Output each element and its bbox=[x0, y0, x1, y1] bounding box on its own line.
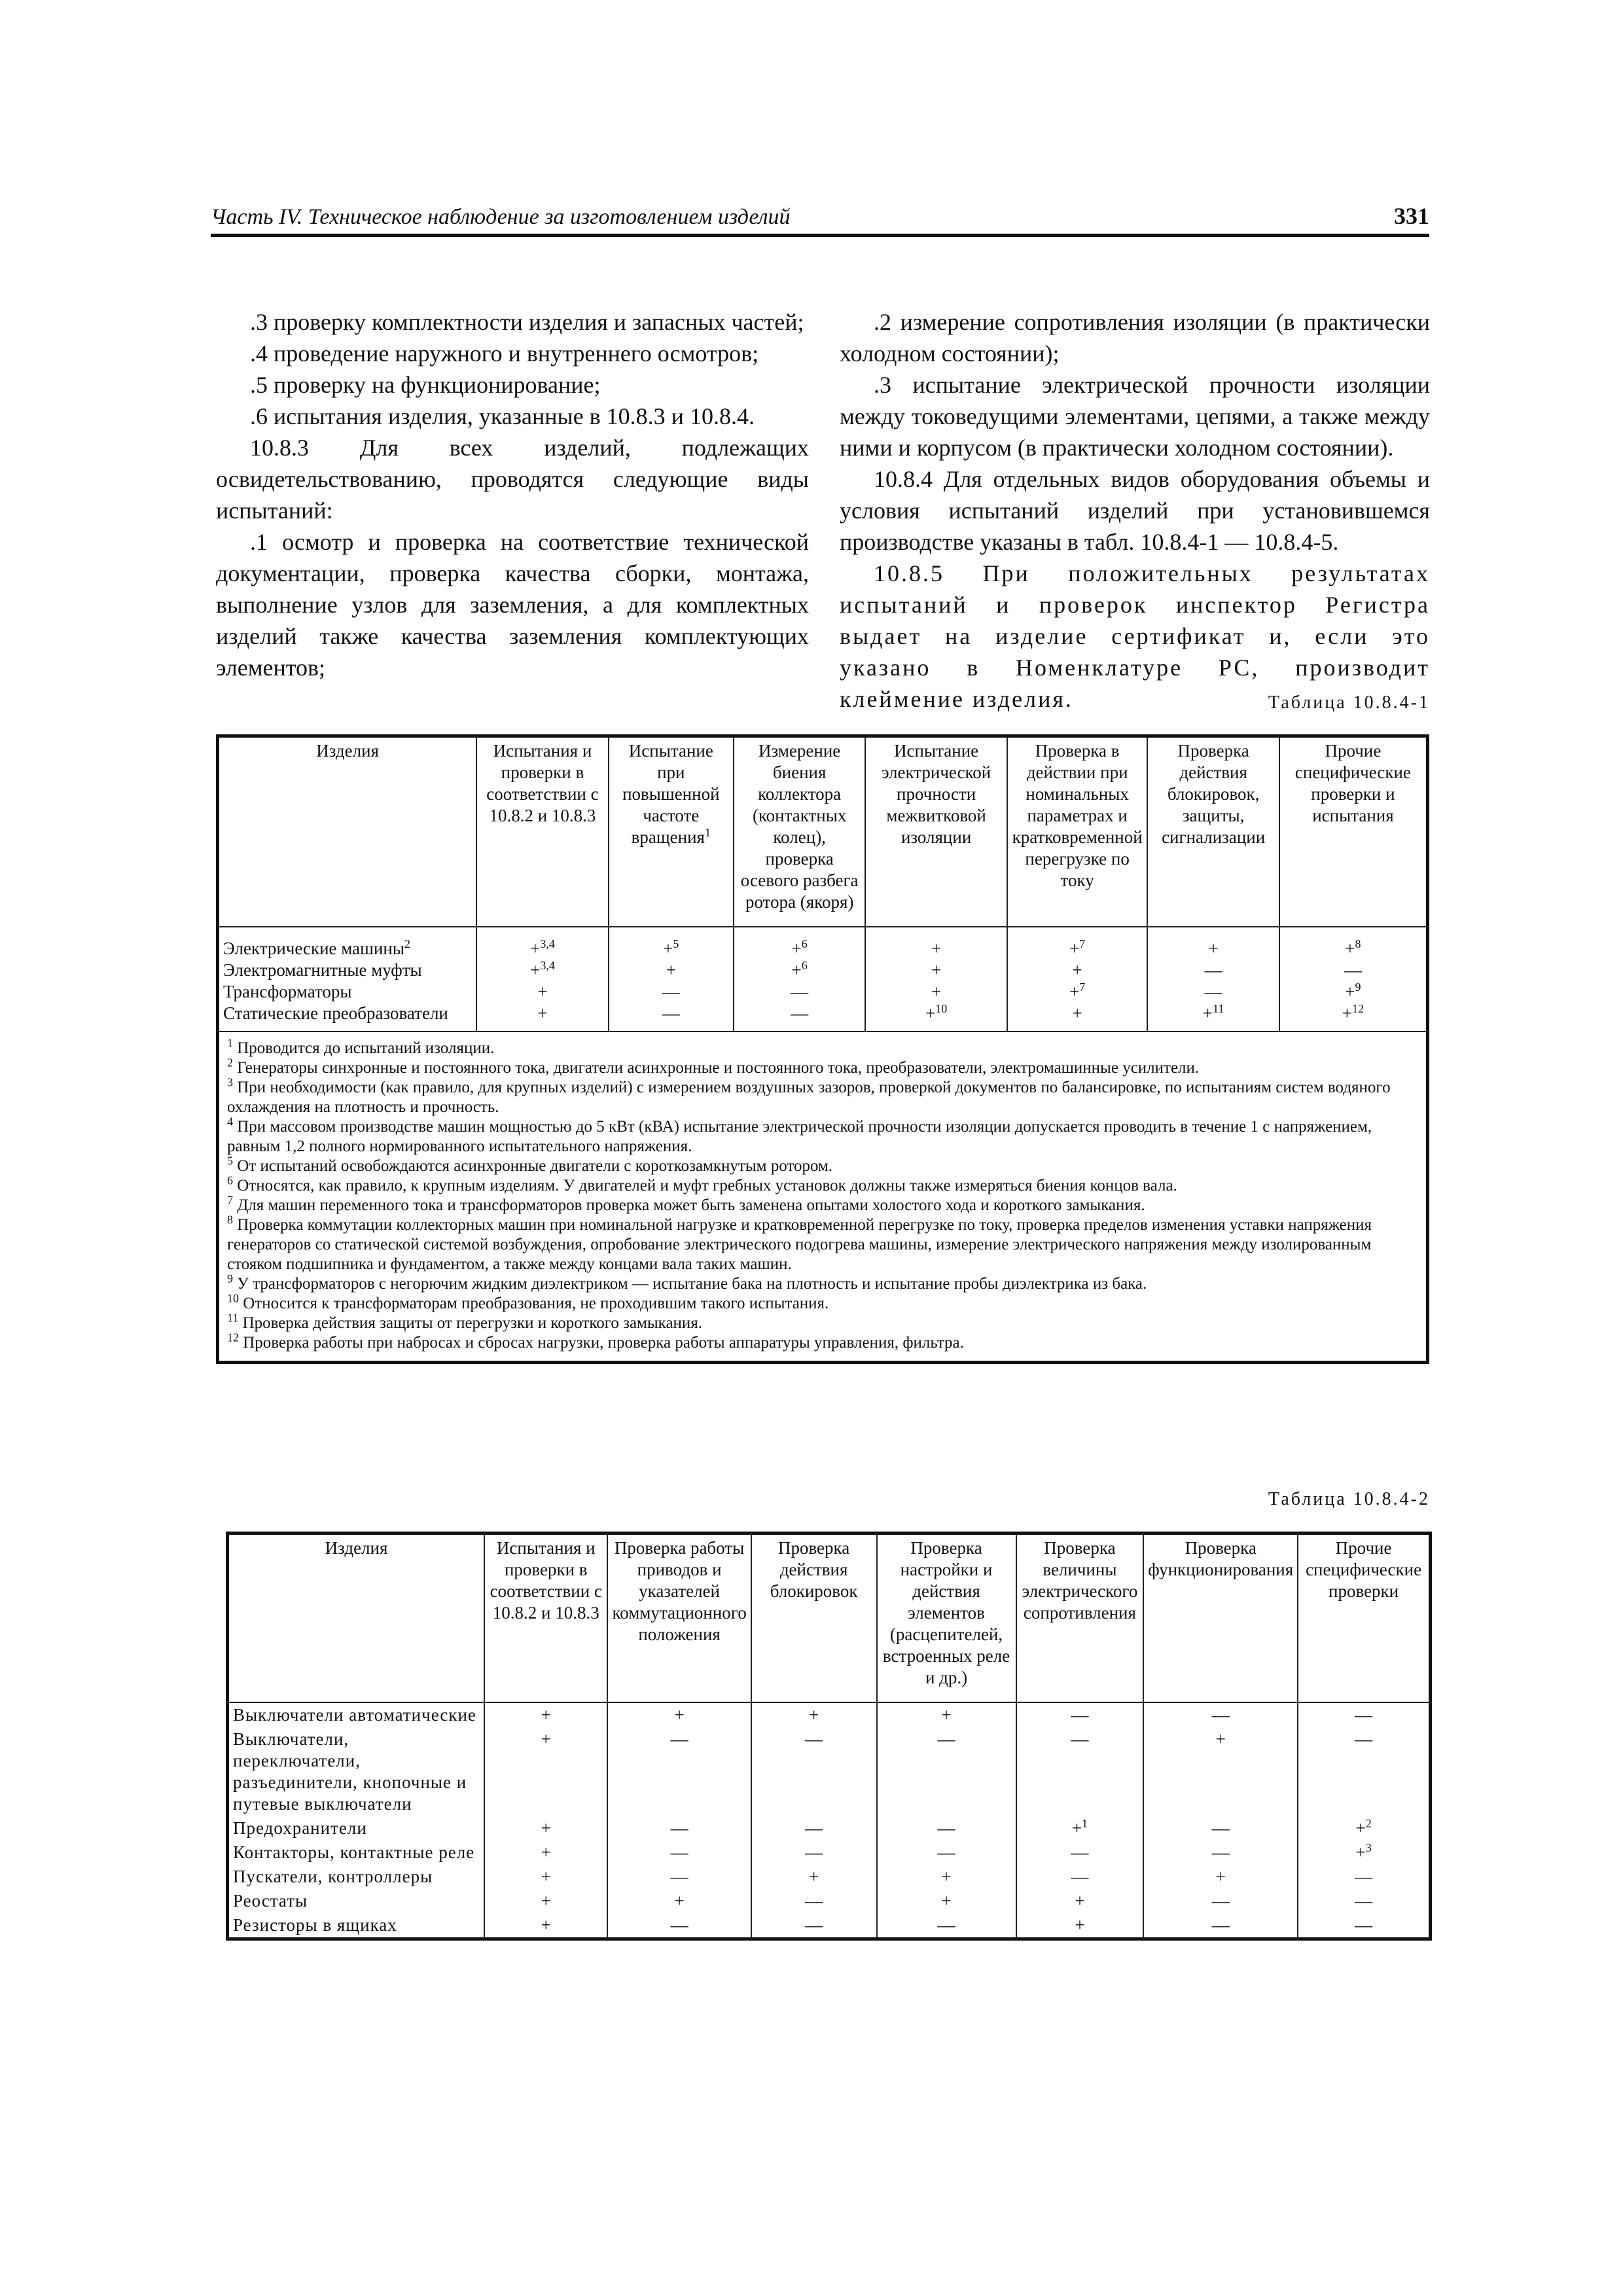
paragraph: .2 измерение сопротивления изоляции (в практически холодном состоянии); bbox=[840, 309, 1430, 367]
table-cell: + bbox=[607, 1702, 751, 1727]
table-cell: + bbox=[877, 1702, 1016, 1727]
table-cell: — bbox=[1143, 1702, 1298, 1727]
row-name: Контакторы, контактные реле bbox=[228, 1840, 485, 1865]
table-cell: + bbox=[484, 1840, 607, 1865]
table-cell: — bbox=[751, 1889, 877, 1913]
table-cell: — bbox=[1016, 1727, 1144, 1816]
row-name: Трансформаторы bbox=[218, 981, 477, 1003]
table-cell: + bbox=[476, 1003, 608, 1031]
table-cell: +$^{10}$ bbox=[865, 1003, 1007, 1031]
table-cell: — bbox=[1298, 1889, 1430, 1913]
table-cell: +$^9$ bbox=[1279, 981, 1428, 1003]
table-cell: — bbox=[1143, 1840, 1298, 1865]
table-cell: — bbox=[1279, 960, 1428, 981]
table-cell: +$^6$ bbox=[734, 960, 865, 981]
row-name: Электромагнитные муфты bbox=[218, 960, 477, 981]
column-header: Проверка величины электрического сопротивления bbox=[1016, 1534, 1144, 1703]
table-cell: — bbox=[1143, 1913, 1298, 1939]
footnote: $^{11}$ Проверка действия защиты от перегрузки и короткого замыкания. bbox=[227, 1311, 703, 1332]
table-cell: — bbox=[751, 1816, 877, 1840]
column-header: Изделия bbox=[218, 736, 477, 927]
footnote: $^4$ При массовом производстве машин мощностью до 5 кВт (кВА) испытание электрической прочности изоляции допускается проводить в течение 1 с напряжением, равным 1,2 полного нормированного испытательного напряжения. bbox=[227, 1115, 1372, 1155]
table-cell: + bbox=[484, 1865, 607, 1889]
table-cell: + bbox=[1143, 1865, 1298, 1889]
table-cell: + bbox=[476, 981, 608, 1003]
table-cell: — bbox=[607, 1840, 751, 1865]
table-cell: — bbox=[1298, 1913, 1430, 1939]
table-cell: + bbox=[877, 1889, 1016, 1913]
row-name: Статические преобразователи bbox=[218, 1003, 477, 1031]
column-header: Испытание электрической прочности межвитковой изоляции bbox=[865, 736, 1007, 927]
table-cell: + bbox=[1143, 1727, 1298, 1816]
footnote: $^6$ Относятся, как правило, к крупным изделиям. У двигателей и муфт гребных установок должны также измеряться биения концов вала. bbox=[227, 1174, 1177, 1194]
table-cell: — bbox=[877, 1816, 1016, 1840]
table-cell: — bbox=[877, 1840, 1016, 1865]
table-caption: Таблица 10.8.4-2 bbox=[1268, 1489, 1430, 1509]
table-cell: + bbox=[865, 981, 1007, 1003]
left-column bbox=[216, 306, 809, 683]
table-cell: + bbox=[751, 1865, 877, 1889]
table-cell: +$^8$ bbox=[1279, 927, 1428, 960]
table-cell: — bbox=[607, 1727, 751, 1816]
table-cell: +$^{12}$ bbox=[1279, 1003, 1428, 1031]
column-header: Изделия bbox=[228, 1534, 485, 1703]
footnote: $^{10}$ Относится к трансформаторам преобразования, не проходившим такого испытания. bbox=[227, 1291, 829, 1312]
row-name: Реостаты bbox=[228, 1889, 485, 1913]
footnote: $^8$ Проверка коммутации коллекторных машин при номинальной нагрузке и кратковременной перегрузке по току, проверка пределов изменения уставки напряжения генераторов со статической системой возбуждения, опробование электрического подогрева машины, измерение электрического напряжения между изолированным стояком подшипника и фундаментом, а также между концами вала таких машин. bbox=[227, 1213, 1372, 1273]
table-cell: +$^3$ bbox=[1298, 1840, 1430, 1865]
footnote: $^7$ Для машин переменного тока и трансформаторов проверка может быть заменена опытами холостого хода и короткого замыкания. bbox=[227, 1193, 1145, 1214]
column-header: Испытание при повышенной частоте вращения$^1$ bbox=[609, 736, 734, 927]
row-name: Выключатели автоматические bbox=[228, 1702, 485, 1727]
table-cell: — bbox=[1298, 1727, 1430, 1816]
table-10-8-4-2 bbox=[226, 1532, 1432, 1941]
table-cell: + bbox=[877, 1865, 1016, 1889]
table-cell: + bbox=[1007, 960, 1148, 981]
table-cell: — bbox=[751, 1727, 877, 1816]
table-cell: — bbox=[1298, 1865, 1430, 1889]
paragraph: 10.8.4 Для отдельных видов оборудования объемы и условия испытаний изделий при установившемся производстве указаны в табл. 10.8.4-1 — 10.8.4-5. bbox=[840, 466, 1430, 555]
table-row bbox=[228, 1816, 1431, 1840]
table-cell: +$^7$ bbox=[1007, 981, 1148, 1003]
table-cell: +$^{3,4}$ bbox=[476, 927, 608, 960]
column-header: Проверка действия блокировок bbox=[751, 1534, 877, 1703]
footnote: $^5$ От испытаний освобождаются асинхронные двигатели с короткозамкнутым ротором. bbox=[227, 1154, 833, 1175]
table-cell: — bbox=[607, 1865, 751, 1889]
table-cell: +$^{11}$ bbox=[1147, 1003, 1279, 1031]
column-header: Проверка действия блокировок, защиты, сигнализации bbox=[1147, 736, 1279, 927]
footnote: $^3$ При необходимости (как правило, для крупных изделий) с измерением воздушных зазоров, проверкой документов по балансировке, по испытаниям систем водяного охлаждения на плотность и прочность. bbox=[227, 1075, 1391, 1116]
column-header: Испытания и проверки в соответствии с 10.8.2 и 10.8.3 bbox=[484, 1534, 607, 1703]
header-title: Часть IV. Техническое наблюдение за изготовлением изделий bbox=[211, 205, 791, 229]
table-cell: +$^5$ bbox=[609, 927, 734, 960]
table-cell: — bbox=[1016, 1865, 1144, 1889]
table-cell: — bbox=[751, 1913, 877, 1939]
table-cell: — bbox=[1143, 1816, 1298, 1840]
row-name: Резисторы в ящиках bbox=[228, 1913, 485, 1939]
table-cell: +$^7$ bbox=[1007, 927, 1148, 960]
table-row bbox=[228, 1702, 1431, 1727]
paragraph: .6 испытания изделия, указанные в 10.8.3 и 10.8.4. bbox=[250, 403, 755, 429]
table-row bbox=[218, 981, 1428, 1003]
footnote: $^9$ У трансформаторов с негорючим жидким диэлектриком — испытание бака на плотность и испытание пробы диэлектрика из бака. bbox=[227, 1272, 1147, 1293]
table-cell: +$^2$ bbox=[1298, 1816, 1430, 1840]
table-header-row bbox=[218, 736, 1428, 927]
table-row bbox=[228, 1889, 1431, 1913]
table-cell: + bbox=[609, 960, 734, 981]
paragraph: 10.8.5 При положительных результатах испытаний и проверок инспектор Регистра выдает на изделие сертификат и, если это указано в Номенклатуре РС, производит клеймение изделия. bbox=[840, 560, 1430, 712]
footnote: $^1$ Проводится до испытаний изоляции. bbox=[227, 1036, 495, 1057]
paragraph: .3 проверку комплектности изделия и запасных частей; bbox=[250, 309, 804, 335]
table-row bbox=[218, 960, 1428, 981]
paragraph: .5 проверку на функционирование; bbox=[250, 372, 601, 398]
table-cell: — bbox=[877, 1913, 1016, 1939]
table-cell: — bbox=[609, 1003, 734, 1031]
table-cell: + bbox=[1007, 1003, 1148, 1031]
column-header: Измерение биения коллектора (контактных колец), проверка осевого разбега ротора (якоря) bbox=[734, 736, 865, 927]
table-cell: +$^{3,4}$ bbox=[476, 960, 608, 981]
column-header: Прочие специфические проверки и испытания bbox=[1279, 736, 1428, 927]
column-header: Проверка функционирования bbox=[1143, 1534, 1298, 1703]
column-header: Прочие специфические проверки bbox=[1298, 1534, 1430, 1703]
paragraph: 10.8.3 Для всех изделий, подлежащих освидетельствованию, проводятся следующие виды испытаний: bbox=[216, 435, 809, 524]
paragraph: .4 проведение наружного и внутреннего осмотров; bbox=[250, 340, 759, 367]
table-cell: — bbox=[734, 981, 865, 1003]
footnote: $^2$ Генераторы синхронные и постоянного тока, двигатели асинхронные и постоянного тока, преобразователи, электромашинные усилители. bbox=[227, 1056, 1200, 1077]
row-name: Предохранители bbox=[228, 1816, 485, 1840]
column-header: Проверка работы приводов и указателей коммутационного положения bbox=[607, 1534, 751, 1703]
right-column bbox=[840, 306, 1430, 715]
table-cell: — bbox=[1016, 1840, 1144, 1865]
page-number: 331 bbox=[1394, 203, 1429, 229]
table-cell: + bbox=[1147, 927, 1279, 960]
running-header bbox=[211, 200, 1429, 237]
table-cell: + bbox=[607, 1889, 751, 1913]
table-cell: — bbox=[607, 1816, 751, 1840]
column-header: Проверка в действии при номинальных параметрах и кратковременной перегрузке по току bbox=[1007, 736, 1148, 927]
table-notes bbox=[218, 1031, 1428, 1363]
table-cell: — bbox=[609, 981, 734, 1003]
table-cell: — bbox=[877, 1727, 1016, 1816]
table-cell: + bbox=[1016, 1889, 1144, 1913]
table-cell: — bbox=[734, 1003, 865, 1031]
column-header: Проверка настройки и действия элементов (расцепителей, встроенных реле и др.) bbox=[877, 1534, 1016, 1703]
table-cell: + bbox=[484, 1727, 607, 1816]
table-cell: — bbox=[1143, 1889, 1298, 1913]
table-caption: Таблица 10.8.4-1 bbox=[1268, 692, 1430, 713]
row-name: Электрические машины$^2$ bbox=[218, 927, 477, 960]
row-name: Выключатели, переключатели, разъединители, кнопочные и путевые выключатели bbox=[228, 1727, 485, 1816]
column-header: Испытания и проверки в соответствии с 10.8.2 и 10.8.3 bbox=[476, 736, 608, 927]
table-cell: + bbox=[484, 1816, 607, 1840]
table-header-row bbox=[228, 1534, 1431, 1703]
table-row bbox=[228, 1727, 1431, 1816]
table-cell: — bbox=[1016, 1702, 1144, 1727]
footnote: $^{12}$ Проверка работы при набросах и сбросах нагрузки, проверка работы аппаратуры управления, фильтра. bbox=[227, 1331, 964, 1352]
table-cell: +$^1$ bbox=[1016, 1816, 1144, 1840]
table-cell: + bbox=[484, 1702, 607, 1727]
table-row bbox=[228, 1865, 1431, 1889]
table-cell: — bbox=[1147, 981, 1279, 1003]
table-cell: + bbox=[865, 960, 1007, 981]
table-row bbox=[228, 1913, 1431, 1939]
table-cell: + bbox=[1016, 1913, 1144, 1939]
table-10-8-4-1 bbox=[216, 734, 1429, 1364]
table-row bbox=[218, 927, 1428, 960]
table-cell: +$^6$ bbox=[734, 927, 865, 960]
table-cell: + bbox=[484, 1913, 607, 1939]
paragraph: .1 осмотр и проверка на соответствие технической документации, проверка качества сборки, монтажа, выполнение узлов для заземления, а для комплектных изделий также качества заземления комплектующих элементов; bbox=[216, 529, 809, 681]
table-cell: + bbox=[751, 1702, 877, 1727]
table-cell: — bbox=[1147, 960, 1279, 981]
table-cell: + bbox=[865, 927, 1007, 960]
table-row bbox=[218, 1003, 1428, 1031]
table-cell: — bbox=[607, 1913, 751, 1939]
paragraph: .3 испытание электрической прочности изоляции между токоведущими элементами, цепями, а также между ними и корпусом (в практически холодном состоянии). bbox=[840, 372, 1430, 461]
row-name: Пускатели, контроллеры bbox=[228, 1865, 485, 1889]
table-cell: + bbox=[484, 1889, 607, 1913]
table-cell: — bbox=[751, 1840, 877, 1865]
table-row bbox=[228, 1840, 1431, 1865]
table-cell: — bbox=[1298, 1702, 1430, 1727]
